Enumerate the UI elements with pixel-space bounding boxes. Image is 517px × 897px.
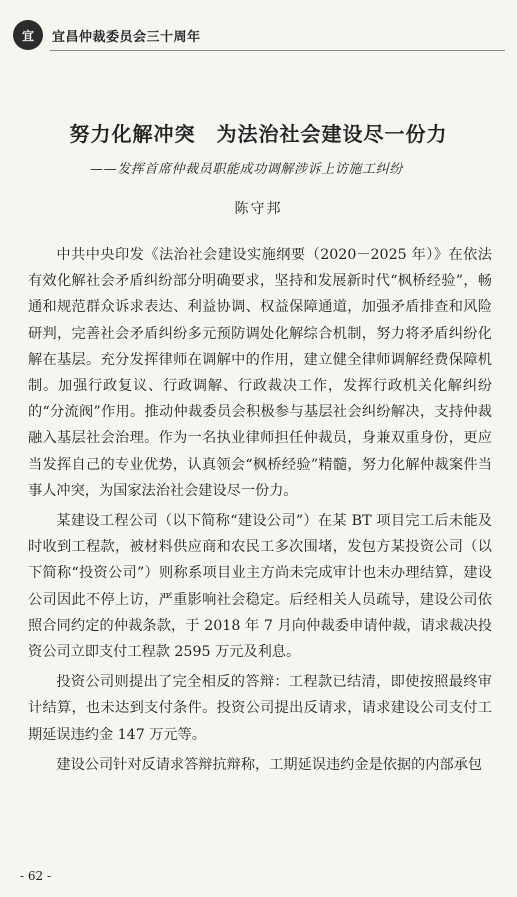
body-paragraph: 投资公司则提出了完全相反的答辩：工程款已结清，即使按照最终审计结算，也未达到支付条件。投资公司提出反请求，请求建设公司支付工期延误违约金 147 万元等。 bbox=[28, 674, 492, 743]
emblem-logo: 宜 bbox=[13, 20, 43, 50]
article-title: 努力化解冲突 为法治社会建设尽一份力 bbox=[69, 122, 448, 146]
body-paragraph: 中共中央印发《法治社会建设实施纲要（2020－2025 年）》在依法有效化解社会矛盾纠纷部分明确要求，坚持和发展新时代“枫桥经验”，畅通和规范群众诉求表达、利益协调、权益保障通道，加强矛盾排查和风险研判，完善社会矛盾纠纷多元预防调处化解综合机制，努力将矛盾纠纷化解在基层。充分发挥律师在调解中的作用，建立健全律师调解经费保障机制。加强行政复议、行政调解、行政裁决工作，发挥行政机关化解纠纷的“分流阀”作用。推动仲裁委员会积极参与基层社会纠纷解决，支持仲裁融入基层社会治理。作为一名执业律师担任仲裁员，身兼双重身份，更应当发挥自己的专业优势，认真领会“枫桥经验”精髓，努力化解仲裁案件当事人冲突，为国家法治社会建设尽一份力。 bbox=[28, 247, 492, 499]
header-divider bbox=[50, 50, 505, 51]
article-body bbox=[28, 242, 492, 782]
body-paragraph: 某建设工程公司（以下简称“建设公司”）在某 BT 项目完工后未能及时收到工程款，被材料供应商和农民工多次围堵，发包方某投资公司（以下简称“投资公司”）则称系项目业主方尚未完成审计也未办理结算，建设公司因此不停上访，严重影响社会稳定。后经相关人员疏导，建设公司依照合同约定的仲裁条款，于 2018 年 7 月向仲裁委申请仲裁，请求裁决投资公司立即支付工程款 2595 万元及利息。 bbox=[28, 513, 492, 661]
running-header bbox=[0, 10, 517, 48]
body-paragraph: 建设公司针对反请求答辩抗辩称，工期延误违约金是依据的内部承包 bbox=[56, 756, 483, 773]
article-author: 陈守邦 bbox=[234, 201, 283, 217]
header-title: 宜昌仲裁委员会三十周年 bbox=[52, 30, 201, 45]
article-subtitle: ——发挥首席仲裁员职能成功调解涉诉上访施工纠纷 bbox=[90, 162, 403, 177]
page-number: - 62 - bbox=[20, 869, 52, 883]
